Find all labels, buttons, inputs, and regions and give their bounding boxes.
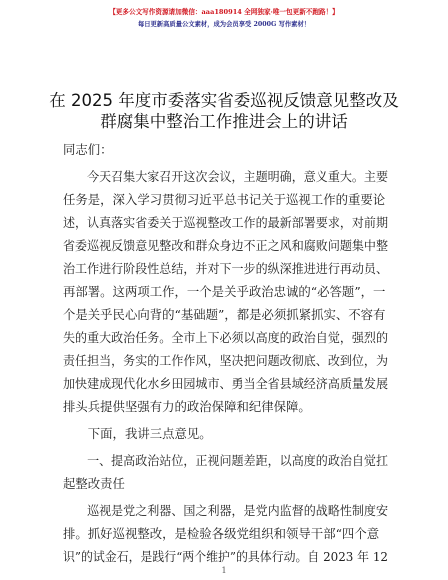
body-line: 再部署。这两项工作，一个是关乎政治忠诚的“必答题”，一 [63,284,386,299]
body-line: 个是关乎民心向背的“基础题”，都是必须抓紧抓实、不容有 [63,307,386,322]
body-line: 排头兵提供坚强有力的政治保障和纪律保障。 [63,399,311,414]
header-promo-line-2: 每日更新高质量公文素材，成为会员享受 2000G 写作素材！ [137,21,311,28]
document-title-line-2: 群腐集中整治工作推进会上的讲话 [100,112,348,131]
body-line: 述，认真落实省委关于巡视整改工作的最新部署要求，对前期 [63,215,388,230]
body-line: 任务是，深入学习贯彻习近平总书记关于巡视工作的重要论 [63,192,386,207]
body-line: 下面，我讲三点意见。 [63,426,212,441]
body-line: 责任担当，务实的工作作风，坚决把问题改彻底、改到位，为 [63,353,388,368]
section-heading-1: 一、提高政治站位，正视问题差距，以高度的政治自觉扛 [63,453,388,468]
body-line: 省委巡视反馈意见整改和群众身边不正之风和腐败问题集中整 [63,238,388,253]
body-line: 巡视是党之利器、国之利器，是党内监督的战略性制度安 [63,503,388,518]
header-promo-line-1: 【更多公文写作资源请加微信：aaa180914 全网独家·唯一包更新不跑路！】 [109,8,339,16]
document-title-line-1: 在 2025 年度市委落实省委巡视反馈意见整改及 [49,91,399,110]
body-line: 加快建成现代化水乡田园城市、勇当全省县域经济高质量发展 [63,376,388,391]
section-heading-1-cont: 起整改责任 [63,476,125,491]
body-line: 今天召集大家召开这次会议，主题明确，意义重大。主要 [63,169,388,184]
body-line: 识”的试金石，是践行“两个维护”的具体行动。自 2023 年 12 [63,549,388,564]
salutation: 同志们： [63,142,113,157]
page-number: 1 [221,566,227,575]
body-line: 失的重大政治任务。全市上下必须以高度的政治自觉，强烈的 [63,330,388,345]
body-line: 排。抓好巡视整改，是检验各级党组织和领导干部“四个意 [63,526,380,541]
body-line: 治工作进行阶段性总结，并对下一步的纵深推进进行再动员、 [63,261,388,276]
